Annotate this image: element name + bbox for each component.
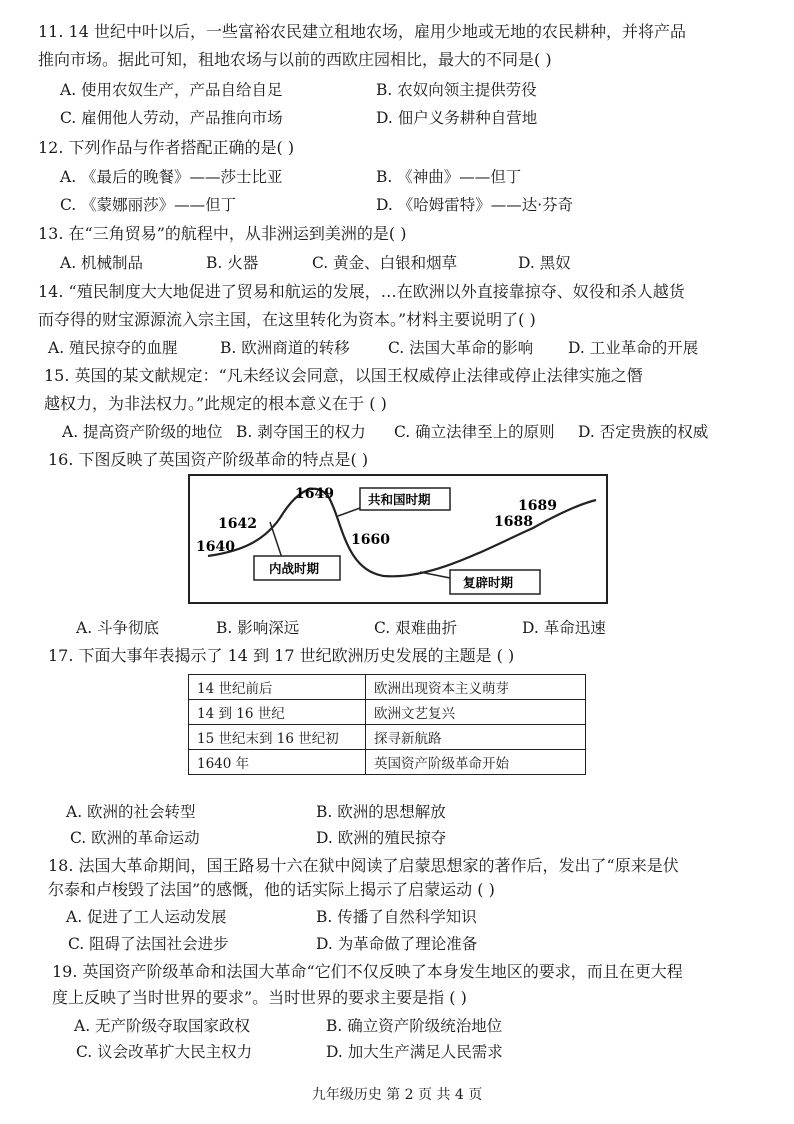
q19-option-c[interactable]: C. 议会改革扩大民主权力 <box>76 1043 253 1061</box>
republic-label: 共和国时期 <box>368 492 431 507</box>
table-cell-period: 1640 年 <box>189 750 366 775</box>
q19-stem-line2: 度上反映了当时世界的要求”。当时世界的要求主要是指 ( ) <box>52 988 467 1007</box>
revolution-process-diagram <box>188 474 608 604</box>
restoration-label: 复辟时期 <box>463 575 514 590</box>
q13-option-a[interactable]: A. 机械制品 <box>60 254 144 272</box>
q18-stem-line2: 尔泰和卢梭毁了法国”的感慨，他的话实际上揭示了启蒙运动 ( ) <box>48 880 495 899</box>
q13-option-b[interactable]: B. 火器 <box>206 254 259 272</box>
year-1649: 1649 <box>295 486 334 502</box>
q19-option-b[interactable]: B. 确立资产阶级统治地位 <box>326 1017 503 1035</box>
table-cell-event: 英国资产阶级革命开始 <box>366 750 586 775</box>
q12-option-a[interactable]: A. 《最后的晚餐》——莎士比亚 <box>60 168 283 186</box>
q13-option-c[interactable]: C. 黄金、白银和烟草 <box>312 254 458 272</box>
q18-stem-line1: 18. 法国大革命期间，国王路易十六在狱中阅读了启蒙思想家的著作后，发出了“原来是伏 <box>48 856 679 875</box>
q16-option-d[interactable]: D. 革命迅速 <box>522 619 606 637</box>
q17-option-d[interactable]: D. 欧洲的殖民掠夺 <box>316 829 447 847</box>
table-cell-period: 15 世纪末到 16 世纪初 <box>189 725 366 750</box>
q11-stem-line2: 推向市场。据此可知，租地农场与以前的西欧庄园相比，最大的不同是( ) <box>38 50 552 69</box>
q11-option-c[interactable]: C. 雇佣他人劳动，产品推向市场 <box>60 109 283 127</box>
q15-option-d[interactable]: D. 否定贵族的权威 <box>578 423 709 441</box>
year-1689: 1689 <box>518 498 557 514</box>
q13-stem: 13. 在“三角贸易”的航程中，从非洲运到美洲的是( ) <box>38 224 407 243</box>
table-row <box>189 700 586 725</box>
q14-stem-line1: 14. “殖民制度大大地促进了贸易和航运的发展，…在欧洲以外直接靠掠夺、奴役和杀人越货 <box>38 282 685 301</box>
year-1688: 1688 <box>494 514 533 530</box>
q18-option-c[interactable]: C. 阻碍了法国社会进步 <box>68 935 229 953</box>
q17-stem: 17. 下面大事年表揭示了 14 到 17 世纪欧洲历史发展的主题是 ( ) <box>48 646 515 665</box>
q16-stem: 16. 下图反映了英国资产阶级革命的特点是( ) <box>48 450 369 469</box>
table-cell-period: 14 世纪前后 <box>189 675 366 700</box>
q14-option-c[interactable]: C. 法国大革命的影响 <box>388 339 534 357</box>
q16-option-c[interactable]: C. 艰难曲折 <box>374 619 458 637</box>
q13-option-d[interactable]: D. 黑奴 <box>518 254 571 272</box>
q18-option-b[interactable]: B. 传播了自然科学知识 <box>316 908 477 926</box>
civil-war-pointer <box>270 522 282 558</box>
q19-stem-line1: 19. 英国资产阶级革命和法国大革命“它们不仅反映了本身发生地区的要求，而且在更大程 <box>52 962 683 981</box>
q19-option-a[interactable]: A. 无产阶级夺取国家政权 <box>74 1017 251 1035</box>
q15-option-a[interactable]: A. 提高资产阶级的地位 <box>62 423 223 441</box>
table-row <box>189 675 586 700</box>
q14-stem-line2: 而夺得的财宝源源流入宗主国，在这里转化为资本。”材料主要说明了( ) <box>38 310 536 329</box>
q11-option-b[interactable]: B. 农奴向领主提供劳役 <box>376 81 537 99</box>
q15-option-b[interactable]: B. 剥夺国王的权力 <box>236 423 366 441</box>
q12-stem: 12. 下列作品与作者搭配正确的是( ) <box>38 138 295 157</box>
q11-option-d[interactable]: D. 佃户义务耕种自营地 <box>376 109 538 127</box>
table-cell-event: 欧洲文艺复兴 <box>366 700 586 725</box>
q15-stem-line2: 越权力，为非法权力。”此规定的根本意义在于 ( ) <box>44 394 387 413</box>
events-timeline-table <box>188 674 586 775</box>
q17-option-b[interactable]: B. 欧洲的思想解放 <box>316 803 446 821</box>
q12-option-c[interactable]: C. 《蒙娜丽莎》——但丁 <box>60 196 237 214</box>
q14-option-a[interactable]: A. 殖民掠夺的血腥 <box>48 339 178 357</box>
q17-option-c[interactable]: C. 欧洲的革命运动 <box>70 829 200 847</box>
q16-option-b[interactable]: B. 影响深远 <box>216 619 300 637</box>
q11-option-a[interactable]: A. 使用农奴生产，产品自给自足 <box>60 81 283 99</box>
page-footer: 九年级历史 第 2 页 共 4 页 <box>311 1087 483 1103</box>
q15-stem-line1: 15. 英国的某文献规定：“凡未经议会同意，以国王权威停止法律或停止法律实施之僭 <box>44 366 643 385</box>
q16-option-a[interactable]: A. 斗争彻底 <box>76 619 160 637</box>
table-cell-event: 欧洲出现资本主义萌芽 <box>366 675 586 700</box>
table-row <box>189 750 586 775</box>
q18-option-d[interactable]: D. 为革命做了理论准备 <box>316 935 478 953</box>
q12-option-d[interactable]: D. 《哈姆雷特》——达·芬奇 <box>376 196 574 214</box>
q12-option-b[interactable]: B. 《神曲》——但丁 <box>376 168 522 186</box>
q14-option-b[interactable]: B. 欧洲商道的转移 <box>220 339 350 357</box>
year-1660: 1660 <box>351 532 390 548</box>
table-cell-event: 探寻新航路 <box>366 725 586 750</box>
table-cell-period: 14 到 16 世纪 <box>189 700 366 725</box>
q14-option-d[interactable]: D. 工业革命的开展 <box>568 339 699 357</box>
civil-war-label: 内战时期 <box>269 561 320 576</box>
year-1642: 1642 <box>218 516 257 532</box>
q17-option-a[interactable]: A. 欧洲的社会转型 <box>66 803 196 821</box>
q19-option-d[interactable]: D. 加大生产满足人民需求 <box>326 1043 503 1061</box>
republic-pointer <box>338 508 360 516</box>
q15-option-c[interactable]: C. 确立法律至上的原则 <box>394 423 555 441</box>
q18-option-a[interactable]: A. 促进了工人运动发展 <box>66 908 227 926</box>
restoration-pointer <box>420 572 450 578</box>
table-row <box>189 725 586 750</box>
q11-stem-line1: 11. 14 世纪中叶以后，一些富裕农民建立租地农场，雇用少地或无地的农民耕种，并将产品 <box>38 22 686 41</box>
year-1640: 1640 <box>196 539 235 555</box>
